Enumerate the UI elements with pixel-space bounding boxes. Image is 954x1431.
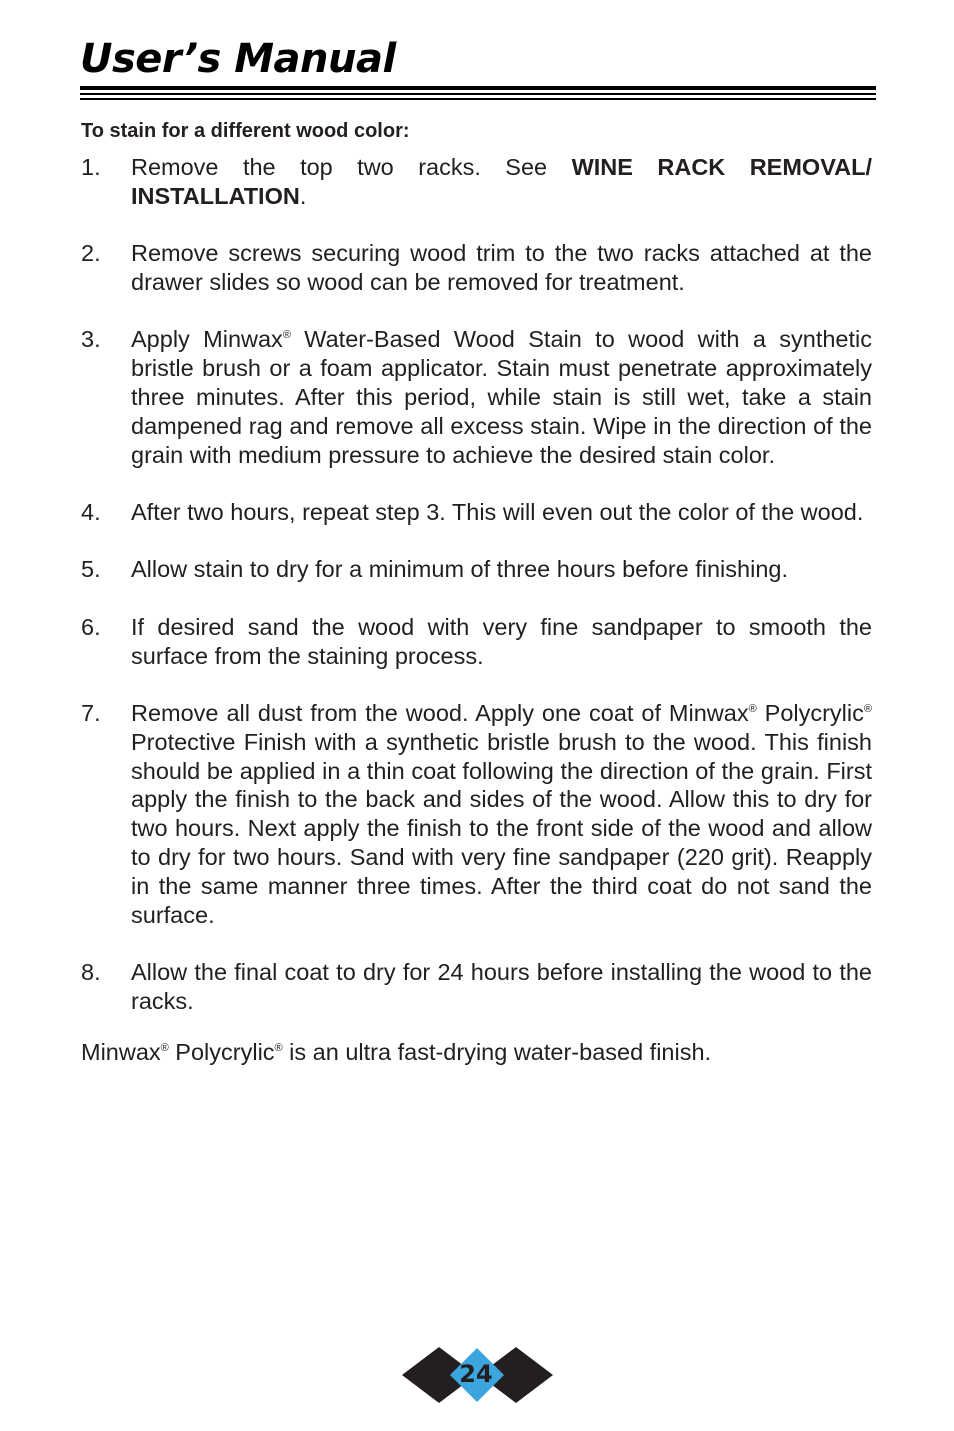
cross-reference: WINE RACK REMOVAL/ INSTALLATION [131,154,872,209]
header-rule-thick [80,86,876,90]
step-2 [81,239,872,297]
registered-mark: ® [160,1042,169,1055]
step-number: 4. [81,498,101,525]
header-rule-thin [80,98,876,100]
step-text [131,153,872,211]
registered-mark: ® [748,702,757,715]
step-number: 3. [81,326,101,353]
footnote [81,1038,872,1067]
steps-list [81,153,872,1015]
step-text-part: Remove the top two racks. See [131,154,572,180]
step-number: 8. [81,958,101,985]
step-number: 7. [81,699,101,726]
section-heading: To stain for a different wood color: [81,120,410,142]
page-title: User’s Manual [80,36,396,82]
registered-mark: ® [282,329,291,342]
step-number: 6. [81,613,101,640]
page-number: 24 [459,1360,493,1388]
step-text-part: Protective Finish with a synthetic bristle brush to the wood. This finish should be applied in a thin coat following the direction of the grain. First apply the finish to the back and sides of the wood. Allow this to dry for two hours. Next apply the finish to the front side of the wood and allow to dry for two hours. Sand with very fine sandpaper (220 grit). Reapply in the same manner three times. After the third coat do not sand the surface. [131,728,872,928]
step-text: Remove screws securing wood trim to the two racks attached at the drawer slides so wood can be removed for treatment. [131,240,872,295]
footnote-text-part: is an ultra fast-drying water-based finish. [282,1039,712,1066]
step-6 [81,613,872,671]
step-text-part: Polycrylic [756,699,864,726]
header-rule-thin [80,93,876,95]
step-7 [81,699,872,929]
step-number: 2. [81,240,101,267]
step-text-part: Remove all dust from the wood. Apply one coat of Minwax [131,699,749,726]
step-5 [81,555,872,584]
step-3 [81,325,872,469]
main-content [81,117,872,1067]
step-text: Allow the final coat to dry for 24 hours before installing the wood to the racks. [131,958,872,1014]
step-text: After two hours, repeat step 3. This will even out the color of the wood. [131,498,864,525]
step-number: 1. [81,154,101,180]
step-text: Allow stain to dry for a minimum of three hours before finishing. [131,556,788,583]
step-number: 5. [81,556,101,583]
footnote-text-part: Polycrylic [168,1039,275,1066]
step-text [131,325,872,469]
step-4 [81,498,872,527]
step-text-part: . [299,182,307,209]
step-text-part: Water-Based Wood Stain to wood with a synthetic bristle brush or a foam applicator. Stain must penetrate approximately three minutes. After this period, while stain is still wet, take a stain dampened rag and remove all excess stain. Wipe in the direction of the grain with medium pressure to achieve the desired stain color. [131,326,872,468]
step-text: If desired sand the wood with very fine sandpaper to smooth the surface from the staining process. [131,613,872,669]
registered-mark: ® [274,1042,283,1055]
registered-mark: ® [863,702,872,715]
step-text-part: Apply Minwax [131,326,283,353]
footnote-text-part: Minwax [81,1039,161,1066]
step-text [131,699,872,929]
step-8 [81,958,872,1016]
step-1 [81,153,872,211]
